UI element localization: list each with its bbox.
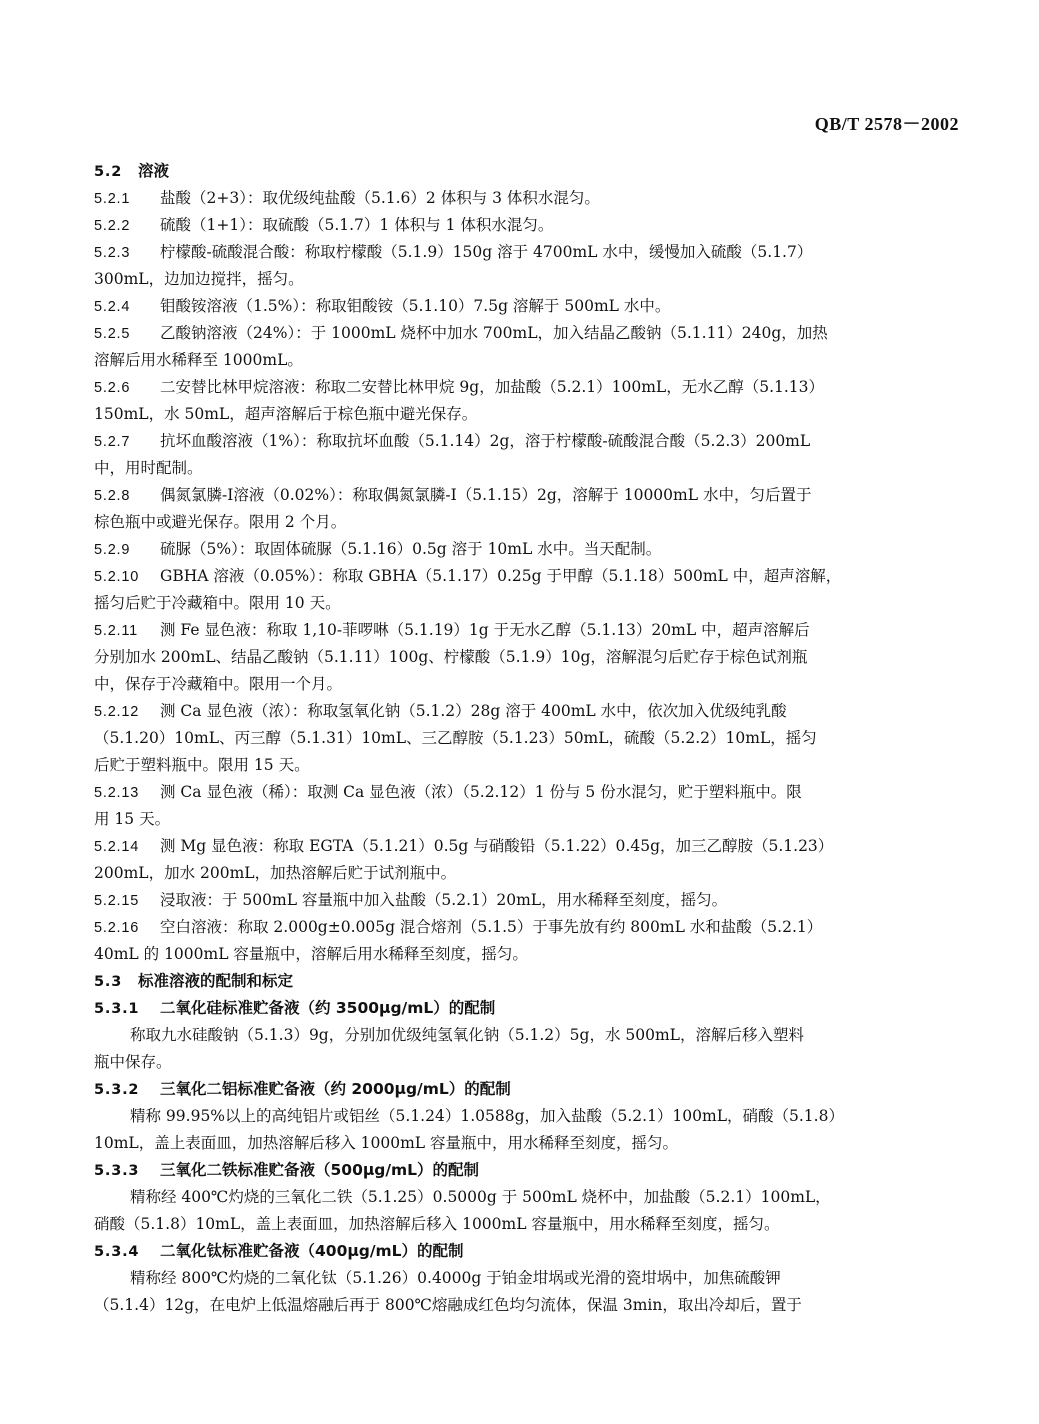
clause-line — [94, 374, 958, 401]
clause-line — [94, 833, 958, 860]
line-text: 测 Fe 显色液：称取 1,10-菲啰啉（5.1.19）1g 于无水乙醇（5.1.13）20mL 中，超声溶解后 — [160, 621, 810, 639]
line-text: 摇匀后贮于冷藏箱中。限用 10 天。 — [94, 594, 341, 612]
line-text: 棕色瓶中或避光保存。限用 2 个月。 — [94, 513, 347, 531]
clause-number: 5.2.4 — [94, 299, 131, 315]
continuation-line — [94, 725, 958, 752]
subsection-heading — [94, 1157, 958, 1184]
line-text: 分别加水 200mL、结晶乙酸钠（5.1.11）100g、柠檬酸（5.1.9）10g，溶解混匀后贮存于棕色试剂瓶 — [94, 648, 808, 666]
continuation-line — [94, 455, 958, 482]
line-text: 盐酸（2+3）：取优级纯盐酸（5.1.6）2 体积与 3 体积水混匀。 — [160, 189, 600, 207]
section-heading — [94, 968, 958, 995]
line-text: 二安替比林甲烷溶液：称取二安替比林甲烷 9g，加盐酸（5.2.1）100mL，无水乙醇（5.1.13） — [160, 378, 825, 396]
continuation-line — [94, 644, 958, 671]
clause-line — [94, 293, 958, 320]
clause-number: 5.2.2 — [94, 218, 131, 234]
line-text: 后贮于塑料瓶中。限用 15 天。 — [94, 756, 310, 774]
continuation-line — [94, 806, 958, 833]
line-text: 抗坏血酸溶液（1%）：称取抗坏血酸（5.1.14）2g，溶于柠檬酸-硫酸混合酸（5.2.3）200mL — [160, 432, 811, 450]
subsection-heading — [94, 1076, 958, 1103]
clause-number: 5.2.6 — [94, 380, 131, 396]
line-text: 精称 99.95%以上的高纯铝片或铝丝（5.1.24）1.0588g，加入盐酸（5.2.1）100mL，硝酸（5.1.8） — [130, 1107, 844, 1125]
line-text: 二氧化钛标准贮备液（400μg/mL）的配制 — [160, 1242, 464, 1260]
line-text: 200mL，加水 200mL，加热溶解后贮于试剂瓶中。 — [94, 864, 457, 882]
continuation-line — [94, 860, 958, 887]
subsection-heading — [94, 995, 958, 1022]
clause-number: 5.2.11 — [94, 623, 139, 639]
clause-number: 5.2.1 — [94, 191, 131, 207]
clause-number: 5.2.7 — [94, 434, 131, 450]
clause-number: 5.2.13 — [94, 785, 140, 801]
continuation-line — [94, 401, 958, 428]
paragraph-line — [94, 1265, 958, 1292]
clause-line — [94, 779, 958, 806]
subsection-heading — [94, 1238, 958, 1265]
clause-number: 5.3.1 — [94, 1001, 140, 1017]
continuation-line — [94, 671, 958, 698]
line-text: 硝酸（5.1.8）10mL，盖上表面皿，加热溶解后移入 1000mL 容量瓶中，用水稀释至刻度，摇匀。 — [94, 1215, 780, 1233]
clause-number: 5.3.4 — [94, 1244, 140, 1260]
clause-number: 5.3.2 — [94, 1082, 140, 1098]
continuation-line — [94, 1292, 958, 1319]
document-body — [94, 158, 958, 1319]
line-text: 标准溶液的配制和标定 — [138, 972, 294, 990]
continuation-line — [94, 590, 958, 617]
line-text: 三氧化二铝标准贮备液（约 2000μg/mL）的配制 — [160, 1080, 511, 1098]
continuation-line — [94, 1049, 958, 1076]
clause-line — [94, 536, 958, 563]
line-text: 空白溶液：称取 2.000g±0.005g 混合熔剂（5.1.5）于事先放有约 800mL 水和盐酸（5.2.1） — [160, 918, 823, 936]
line-text: 三氧化二铁标准贮备液（500μg/mL）的配制 — [160, 1161, 480, 1179]
line-text: 10mL，盖上表面皿，加热溶解后移入 1000mL 容量瓶中，用水稀释至刻度，摇匀。 — [94, 1134, 679, 1152]
line-text: GBHA 溶液（0.05%）：称取 GBHA（5.1.17）0.25g 于甲醇（5.1.18）500mL 中，超声溶解， — [160, 567, 842, 585]
paragraph-line — [94, 1103, 958, 1130]
continuation-line — [94, 347, 958, 374]
line-text: 溶解后用水稀释至 1000mL。 — [94, 351, 303, 369]
clause-number: 5.3 — [94, 974, 123, 990]
line-text: 硫脲（5%）：取固体硫脲（5.1.16）0.5g 溶于 10mL 水中。当天配制。 — [160, 540, 662, 558]
clause-line — [94, 185, 958, 212]
line-text: 瓶中保存。 — [94, 1053, 172, 1071]
clause-line — [94, 698, 958, 725]
clause-number: 5.2.3 — [94, 245, 131, 261]
clause-number: 5.2.12 — [94, 704, 140, 720]
clause-number: 5.2.15 — [94, 893, 140, 909]
paragraph-line — [94, 1184, 958, 1211]
clause-line — [94, 320, 958, 347]
clause-line — [94, 887, 958, 914]
clause-line — [94, 914, 958, 941]
line-text: 钼酸铵溶液（1.5%）：称取钼酸铵（5.1.10）7.5g 溶解于 500mL 水中。 — [160, 297, 671, 315]
line-text: 溶液 — [138, 162, 170, 180]
clause-number: 5.2.8 — [94, 488, 131, 504]
section-heading — [94, 158, 958, 185]
line-text: 二氧化硅标准贮备液（约 3500μg/mL）的配制 — [160, 999, 496, 1017]
clause-line — [94, 617, 958, 644]
clause-line — [94, 563, 958, 590]
paragraph-line — [94, 1022, 958, 1049]
clause-number: 5.2.14 — [94, 839, 140, 855]
standard-code: QB/T 2578－2002 — [814, 114, 959, 134]
clause-line — [94, 212, 958, 239]
line-text: 测 Mg 显色液：称取 EGTA（5.1.21）0.5g 与硝酸铅（5.1.22）0.45g，加三乙醇胺（5.1.23） — [160, 837, 834, 855]
line-text: 硫酸（1+1）：取硫酸（5.1.7）1 体积与 1 体积水混匀。 — [160, 216, 554, 234]
line-text: 偶氮氯膦-Ⅰ溶液（0.02%）：称取偶氮氯膦-Ⅰ（5.1.15）2g，溶解于 10000mL 水中，匀后置于 — [160, 486, 812, 504]
line-text: 柠檬酸-硫酸混合酸：称取柠檬酸（5.1.9）150g 溶于 4700mL 水中，缓慢加入硫酸（5.1.7） — [160, 243, 813, 261]
continuation-line — [94, 941, 958, 968]
clause-number: 5.2.10 — [94, 569, 140, 585]
line-text: （5.1.20）10mL、丙三醇（5.1.31）10mL、三乙醇胺（5.1.23）50mL，硫酸（5.2.2）10mL，摇匀 — [94, 729, 817, 747]
line-text: 用 15 天。 — [94, 810, 171, 828]
continuation-line — [94, 509, 958, 536]
line-text: 精称经 400℃灼烧的三氧化二铁（5.1.25）0.5000g 于 500mL 烧杯中，加盐酸（5.2.1）100mL， — [130, 1188, 831, 1206]
line-text: 150mL，水 50mL，超声溶解后于棕色瓶中避光保存。 — [94, 405, 478, 423]
clause-line — [94, 428, 958, 455]
line-text: 中，保存于冷藏箱中。限用一个月。 — [94, 675, 343, 693]
line-text: 40mL 的 1000mL 容量瓶中，溶解后用水稀释至刻度，摇匀。 — [94, 945, 528, 963]
clause-line — [94, 239, 958, 266]
line-text: 精称经 800℃灼烧的二氧化钛（5.1.26）0.4000g 于铂金坩埚或光滑的瓷坩埚中，加焦硫酸钾 — [130, 1269, 781, 1287]
clause-number: 5.2.9 — [94, 542, 131, 558]
line-text: 300mL，边加边搅拌，摇匀。 — [94, 270, 304, 288]
continuation-line — [94, 752, 958, 779]
line-text: 测 Ca 显色液（稀）：取测 Ca 显色液（浓）（5.2.12）1 份与 5 份水混匀，贮于塑料瓶中。限 — [160, 783, 802, 801]
continuation-line — [94, 1130, 958, 1157]
clause-number: 5.2.16 — [94, 920, 140, 936]
clause-line — [94, 482, 958, 509]
clause-number: 5.2.5 — [94, 326, 131, 342]
continuation-line — [94, 266, 958, 293]
line-text: （5.1.4）12g，在电炉上低温熔融后再于 800℃熔融成红色均匀流体，保温 3min，取出冷却后，置于 — [94, 1296, 802, 1314]
clause-number: 5.3.3 — [94, 1163, 140, 1179]
line-text: 测 Ca 显色液（浓）：称取氢氧化钠（5.1.2）28g 溶于 400mL 水中，依次加入优级纯乳酸 — [160, 702, 787, 720]
line-text: 浸取液：于 500mL 容量瓶中加入盐酸（5.2.1）20mL，用水稀释至刻度，摇匀。 — [160, 891, 728, 909]
line-text: 称取九水硅酸钠（5.1.3）9g，分别加优级纯氢氧化钠（5.1.2）5g，水 500mL，溶解后移入塑料 — [130, 1026, 804, 1044]
continuation-line — [94, 1211, 958, 1238]
line-text: 乙酸钠溶液（24%）：于 1000mL 烧杯中加水 700mL，加入结晶乙酸钠（5.1.11）240g，加热 — [160, 324, 828, 342]
clause-number: 5.2 — [94, 164, 123, 180]
line-text: 中，用时配制。 — [94, 459, 203, 477]
